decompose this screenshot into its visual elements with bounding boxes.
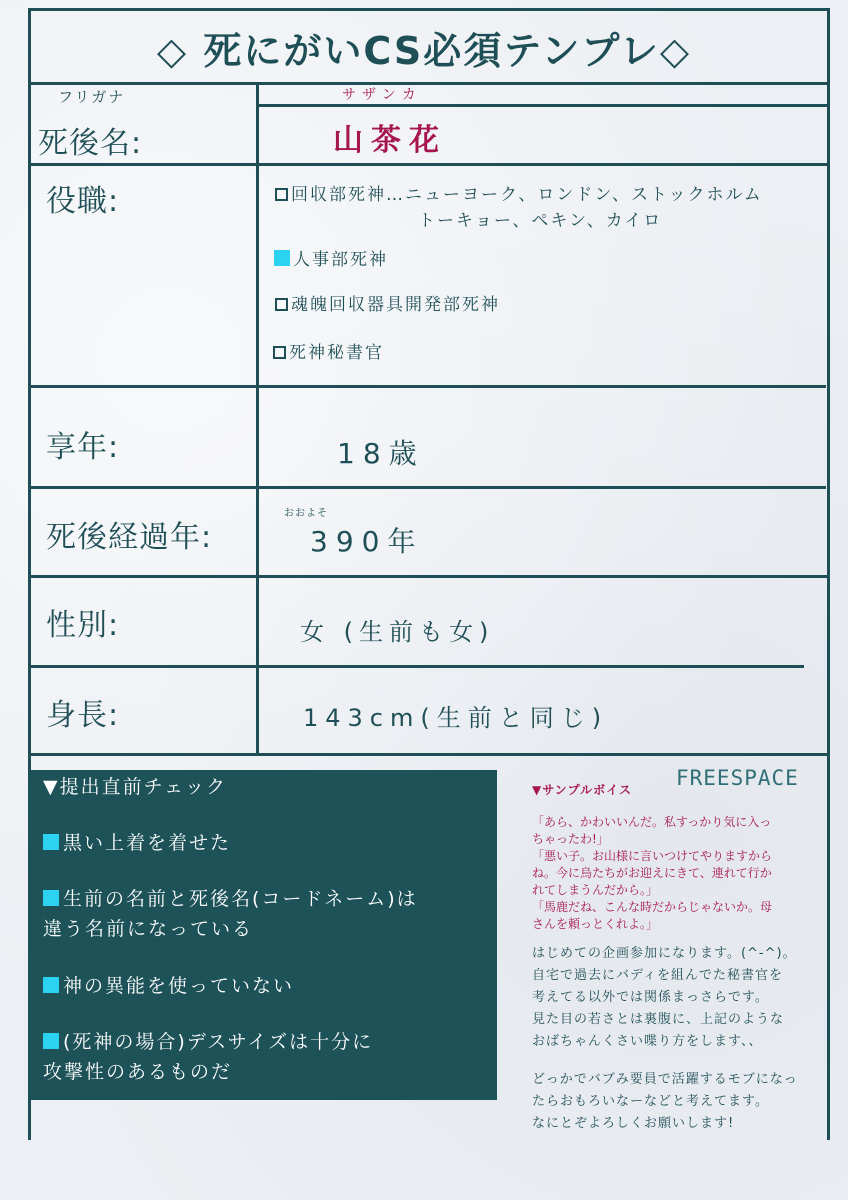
sample-voice-line: ちゃったわ!」 <box>532 832 609 846</box>
checkbox-unchecked-icon <box>273 346 286 359</box>
checklist-panel <box>29 770 497 1100</box>
checkbox-unchecked-icon <box>275 298 288 311</box>
note-line: 見た目の若さとは裏腹に、上記のような <box>532 1012 785 1027</box>
divider <box>258 104 830 107</box>
sample-voice-line: 「あら、かわいいんだ。私すっかり気に入っ <box>532 815 772 829</box>
divider <box>28 82 830 85</box>
checklist-item: 黒い上着を着せた <box>43 828 231 858</box>
role-option-secretary[interactable]: 死神秘書官 <box>273 338 384 363</box>
note-line: 自宅で過去にバディを組んでた秘書官を <box>532 968 783 983</box>
note-line: 考えてる以外では関係まっさらです。 <box>532 990 769 1005</box>
role-option-collection-line2: トーキョー、ペキン、カイロ <box>418 211 663 231</box>
sample-voice-line: 「悪い子。お山様に言いつけてやりますから <box>532 849 773 863</box>
checklist-item: (死神の場合)デスサイズは十分に 攻撃性のあるものだ <box>43 1031 374 1083</box>
freespace-label: FREESPACE <box>676 766 799 790</box>
sample-voice-line: さんを頼っとくれよ。」 <box>532 917 659 931</box>
role-option-collection[interactable]: 回収部死神…ニューヨーク、ロンドン、ストックホルム <box>275 180 763 205</box>
square-bullet-icon <box>43 890 59 906</box>
note-line: どっかでバブみ要員で活躍するモブになっ <box>532 1072 798 1087</box>
age-value: 18歳 <box>337 437 425 470</box>
furigana-label: フリガナ <box>58 88 126 106</box>
checklist-heading: ▼提出直前チェック <box>43 776 228 798</box>
name-label: 死後名: <box>38 126 143 161</box>
role-option-development[interactable]: 魂魄回収器具開発部死神 <box>275 290 500 315</box>
note-line: はじめての企画参加になります。(^-^)。 <box>532 946 797 961</box>
sample-voice-line: ね。今に烏たちがお迎えにきて、連れて行か <box>532 866 772 880</box>
divider <box>28 575 828 578</box>
age-label: 享年: <box>46 430 120 465</box>
elapsed-ruby: おおよそ <box>284 508 328 519</box>
height-label: 身長: <box>46 698 120 733</box>
divider <box>28 486 826 489</box>
checkbox-unchecked-icon <box>275 188 288 201</box>
square-bullet-icon <box>43 834 59 850</box>
sample-voice-line: れてしまうんだから。」 <box>532 883 659 897</box>
name-furigana: サザンカ <box>342 87 422 103</box>
note-line: たらおもろいなーなどと考えてます。 <box>532 1094 769 1109</box>
gender-value: 女 (生前も女) <box>300 618 495 646</box>
divider <box>28 665 804 668</box>
checklist-item: 神の異能を使っていない <box>43 971 294 1001</box>
elapsed-label: 死後経過年: <box>46 520 213 555</box>
role-option-personnel[interactable]: 人事部死神 <box>274 245 388 270</box>
checkbox-checked-icon <box>274 250 290 266</box>
sample-voice-heading: ▼サンプルボイス <box>532 783 633 797</box>
divider <box>28 163 828 166</box>
square-bullet-icon <box>43 1033 59 1049</box>
note-line: なにとぞよろしくお願いします! <box>532 1116 735 1131</box>
square-bullet-icon <box>43 977 59 993</box>
name-value: 山茶花 <box>333 123 447 158</box>
divider <box>28 385 826 388</box>
note-line: おばちゃんくさい喋り方をします、、 <box>532 1034 763 1049</box>
column-divider <box>256 82 259 753</box>
role-label: 役職: <box>46 184 120 219</box>
sample-voice-line: 「馬鹿だね、こんな時だからじゃないか。母 <box>532 900 773 914</box>
page-title: ◇ 死にがいCS必須テンプレ◇ <box>156 29 692 73</box>
elapsed-value: 390年 <box>310 525 424 558</box>
gender-label: 性別: <box>46 608 120 643</box>
height-value: 143cm(生前と同じ) <box>303 704 609 732</box>
divider <box>28 753 828 756</box>
checklist-item: 生前の名前と死後名(コードネーム)は 違う名前になっている <box>43 888 418 940</box>
